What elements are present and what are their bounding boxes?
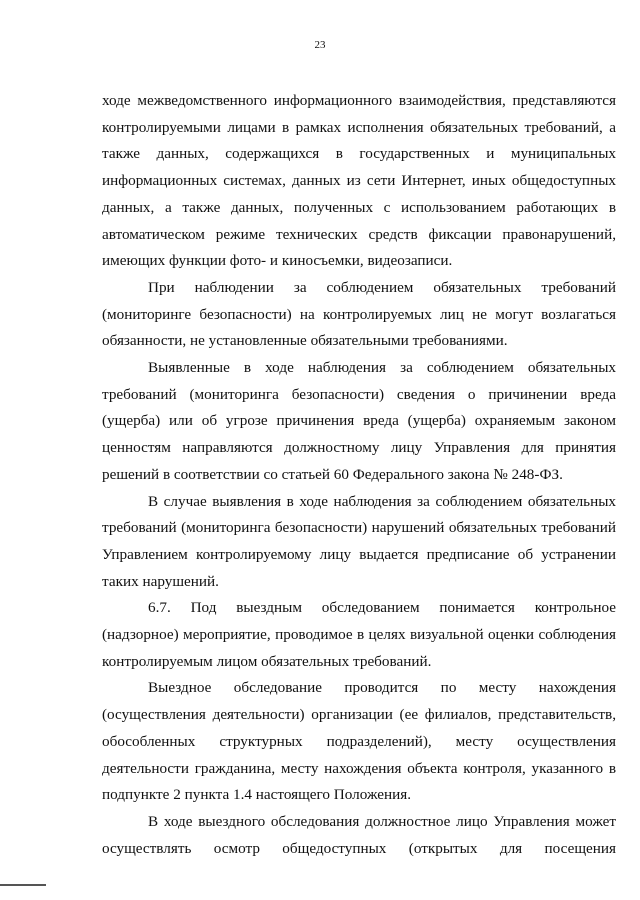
paragraph-inspection-location: Выездное обследование проводится по месту нахождения (осуществления деятельности) организации (ее филиалов, представительств, обособленных структурных подразделений), месту осуществления деятельности гражданина, месту нахождения объекта контроля, указанного в подпункте 2 пункта 1.4 настоящего Положения. <box>102 679 616 804</box>
page-number: 23 <box>314 39 326 51</box>
scan-edge-mark <box>0 884 46 886</box>
paragraph-inspection-actions: В ходе выездного обследования должностное лицо Управления может осуществлять осмотр общедоступных (открытых для посещения <box>102 812 616 857</box>
paragraph-monitoring-obligations: При наблюдении за соблюдением обязательных требований (мониторинге безопасности) на контролируемых лиц не могут возлагаться обязанности, не установленные обязательными требованиями. <box>102 278 616 350</box>
paragraph-violations-order: В случае выявления в ходе наблюдения за соблюдением обязательных требований (мониторинга безопасности) нарушений обязательных требований Управлением контролируемому лицу выдается предписание об устранении таких нарушений. <box>102 492 616 590</box>
paragraph-continuation: ходе межведомственного информационного взаимодействия, представляются контролируемыми лицами в рамках исполнения обязательных требований, а также данных, содержащихся в государственных и муниципальных информационных системах, данных из сети Интернет, иных общедоступных данных, а также данных, полученных с использованием работающих в автоматическом режиме технических средств фиксации правонарушений, имеющих функции фото- и киносъемки, видеозаписи. <box>102 92 616 270</box>
document-body <box>102 88 616 862</box>
paragraph-detected-information: Выявленные в ходе наблюдения за соблюдением обязательных требований (мониторинга безопасности) сведения о причинении вреда (ущерба) или об угрозе причинения вреда (ущерба) охраняемым законом ценностям направляются должностному лицу Управления для принятия решений в соответствии со статьей 60 Федерального закона № 248-ФЗ. <box>102 359 616 483</box>
paragraph-section-6-7: 6.7. Под выездным обследованием понимается контрольное (надзорное) мероприятие, проводимое в целях визуальной оценки соблюдения контролируемым лицом обязательных требований. <box>102 599 616 670</box>
